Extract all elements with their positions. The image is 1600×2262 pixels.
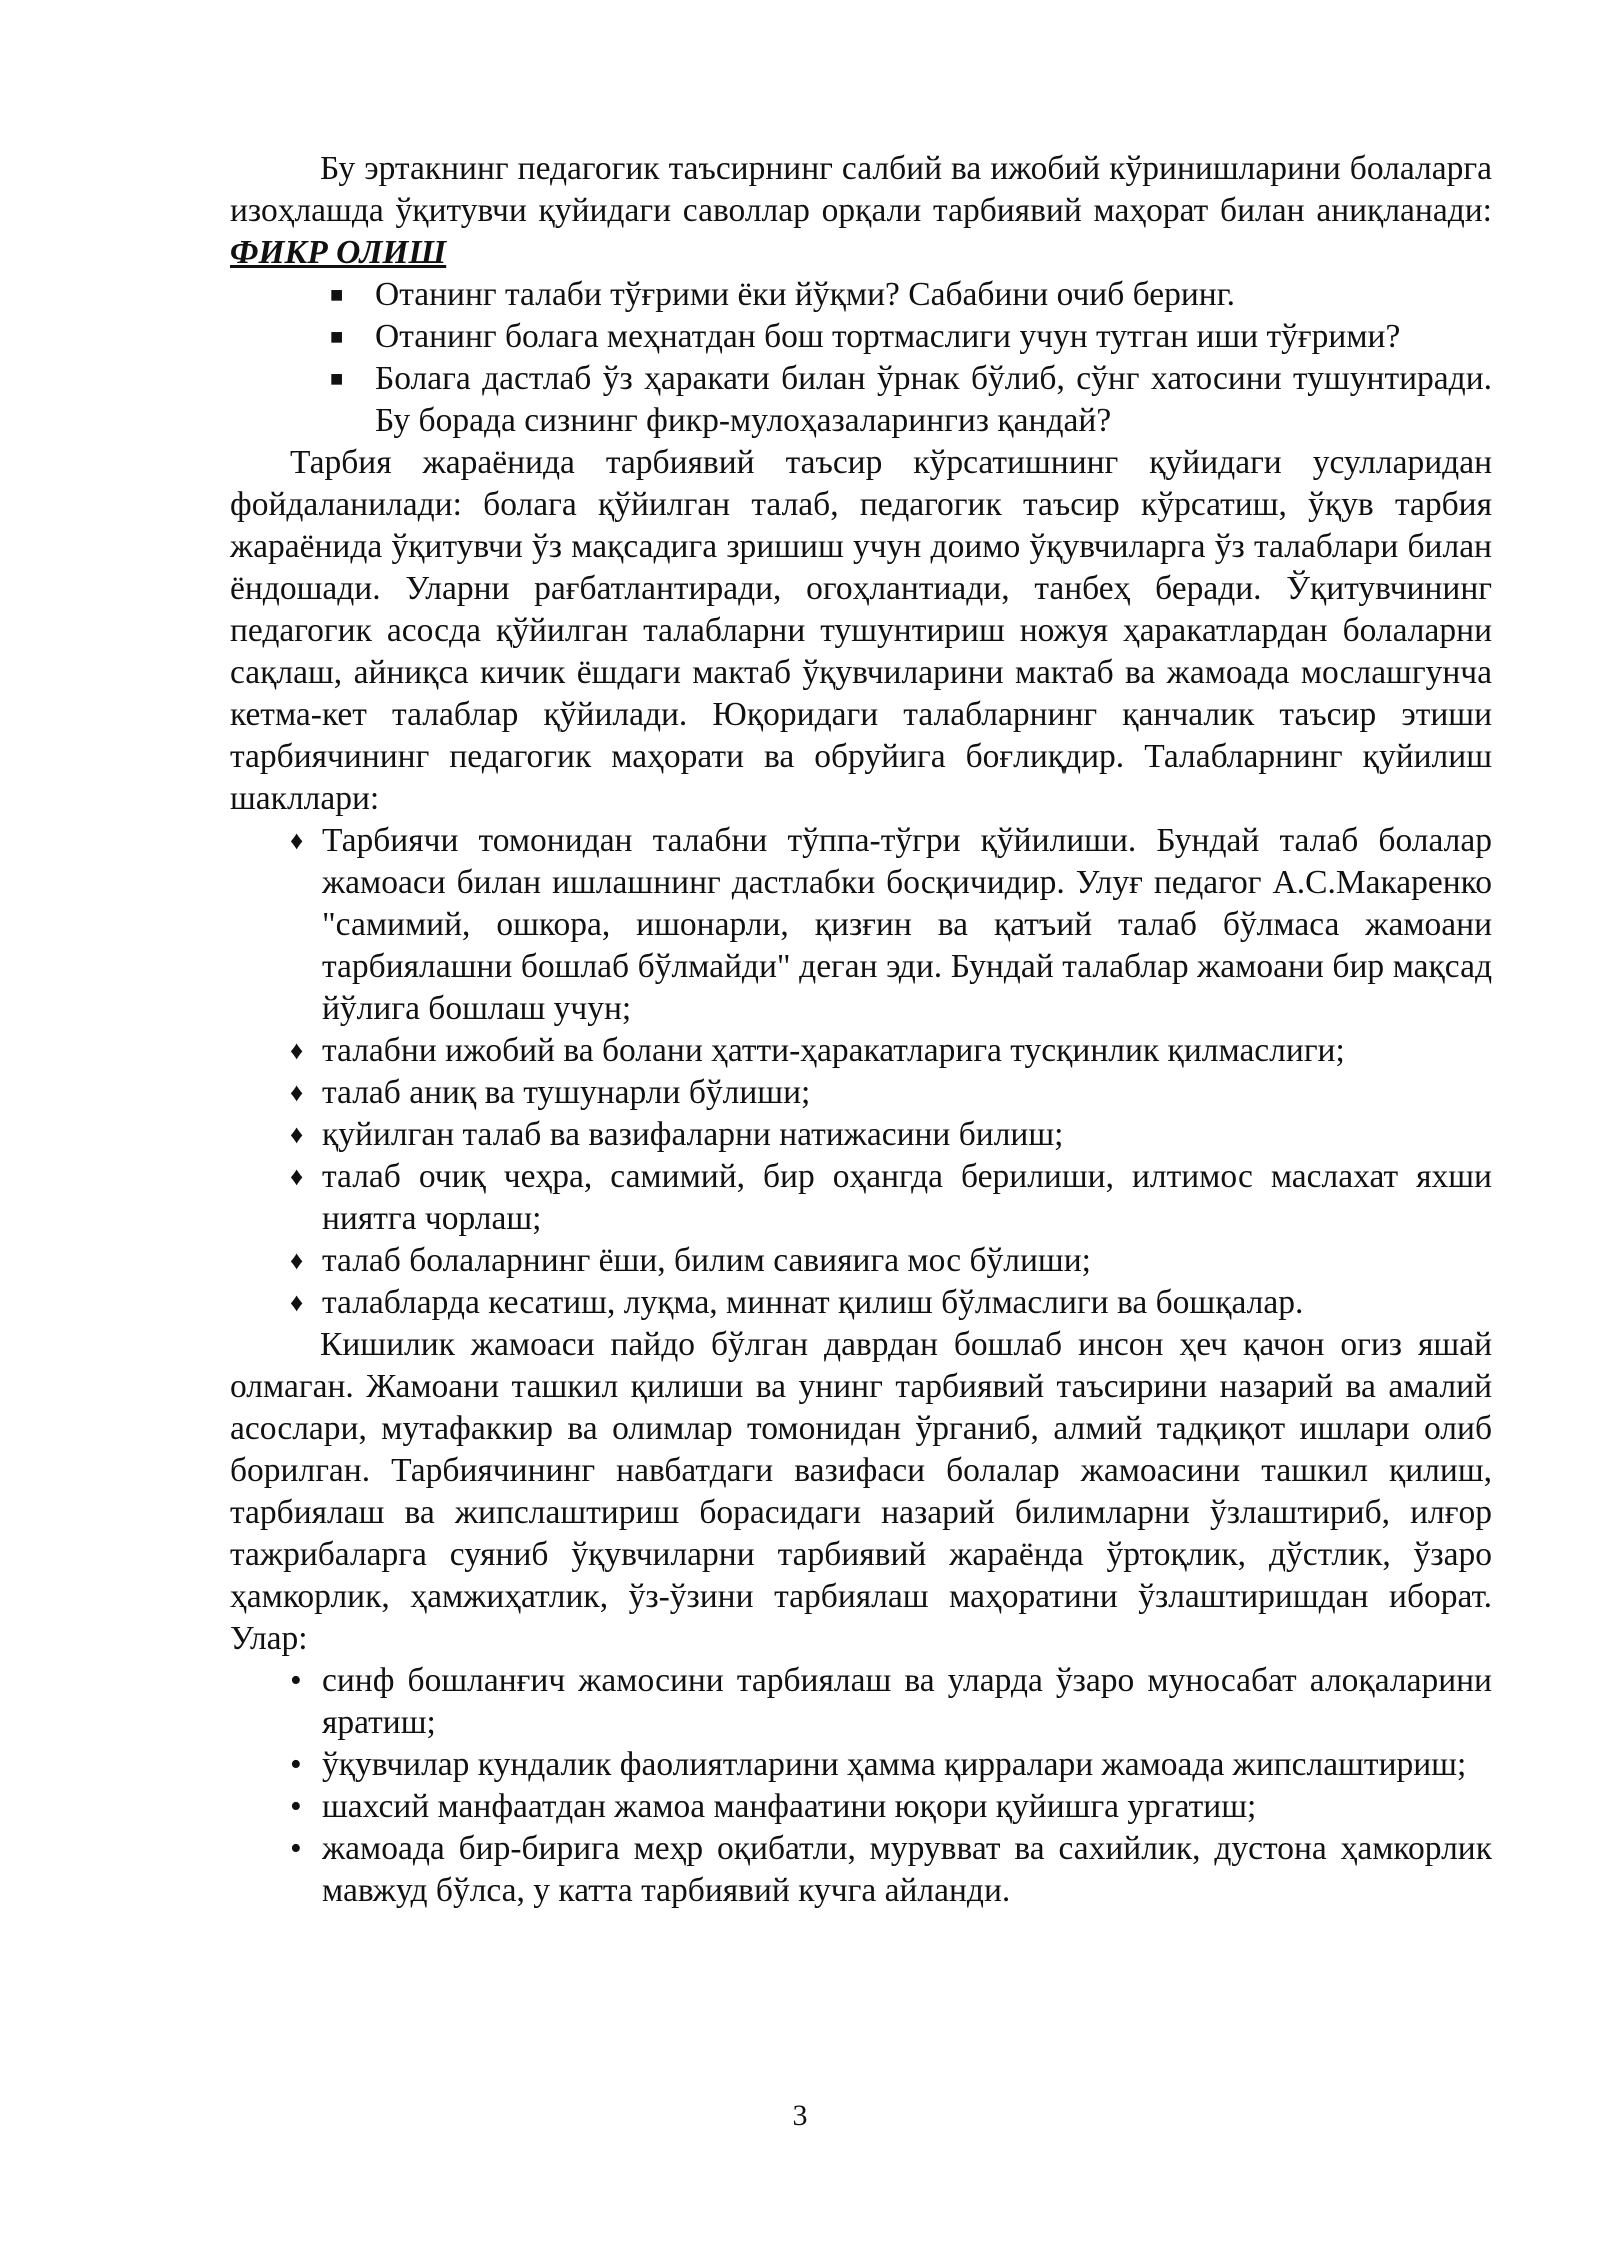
document-page	[230, 148, 1492, 1912]
square-bullet-icon: ■	[330, 282, 344, 307]
team-paragraph: Кишилик жамоаси пайдо бўлган даврдан бошлаб инсон ҳеч қачон огиз яшай олмаган. Жамоани ташкил қилиши ва унинг тарбиявий таъсирини назарий ва амалий асослари, мутафаккир ва олимлар томонидан ўрганиб, алмий тадқиқот ишлари олиб борилган. Тарбиячининг навбатдаги вазифаси болалар жамоасини ташкил қилиш, тарбиялаш ва жипслаштириш борасидаги назарий билимларни ўзлаштириб, илғор тажрибаларга суяниб ўқувчиларни тарбиявий жараёнда ўртоқлик, дўстлик, ўзаро ҳамкорлик, ҳамжиҳатлик, ўз-ўзини тарбиялаш маҳоратини ўзлаштиришдан иборат. Улар:	[230, 1326, 1492, 1657]
task-text: жамоада бир-бирига меҳр оқибатли, мурувват ва сахийлик, дустона ҳамкорлик мавжуд бўлса, у катта тарбиявий кучга айланди.	[322, 1830, 1492, 1909]
diamond-bullet-icon: ♦	[290, 1288, 304, 1317]
list-item	[230, 1072, 1492, 1114]
methods-paragraph: Тарбия жараёнида тарбиявий таъсир кўрсатишнинг қуйидаги усулларидан фойдаланилади: болага қўйилган талаб, педагогик таъсир кўрсатиш, ўқув тарбия жараёнида ўқитувчи ўз мақсадига зришиш учун доимо ўқувчиларга ўз талаблари билан ёндошади. Уларни рағбатлантиради, огоҳлантиади, танбеҳ беради. Ўқитувчининг педагогик асосда қўйилган талабларни тушунтириш ножуя ҳаракатлардан болаларни сақлаш, айниқса кичик ёшдаги мактаб ўқувчиларини мактаб ва жамоада мослашгунча кетма-кет талаблар қўйилади. Юқоридаги талабларнинг қанчалик таъсир этиши тарбиячининг педагогик маҳорати ва обруйига боғлиқдир. Талабларнинг қуйилиш шакллари:	[230, 444, 1492, 817]
page-number: 3	[792, 2099, 808, 2132]
list-item	[230, 820, 1492, 1030]
requirement-text: талаб болаларнинг ёши, билим савияига мос бўлиши;	[322, 1242, 1091, 1279]
list-item	[230, 1828, 1492, 1912]
list-item	[230, 358, 1492, 442]
list-item	[230, 1744, 1492, 1786]
intro-paragraph	[230, 148, 1492, 274]
questions-list	[230, 274, 1492, 442]
list-item	[230, 1240, 1492, 1282]
diamond-bullet-icon: ♦	[290, 1246, 304, 1275]
list-item	[230, 274, 1492, 316]
list-item	[230, 1282, 1492, 1324]
intro-text: Бу эртакнинг педагогик таъсирнинг салбий ва ижобий кўринишларини болаларга изоҳлашда ўқитувчи қуйидаги саволлар орқали тарбиявий маҳорат билан аниқланади:	[230, 150, 1492, 229]
list-item	[230, 1156, 1492, 1240]
question-text: Отанинг талаби тўғрими ёки йўқми? Сабабини очиб беринг.	[375, 276, 1236, 313]
fikr-olish-link[interactable]: ФИКР ОЛИШ	[230, 234, 447, 271]
list-item	[230, 1114, 1492, 1156]
dot-bullet-icon: •	[290, 1788, 302, 1825]
requirement-text: талабларда кесатиш, луқма, миннат қилиш бўлмаслиги ва бошқалар.	[322, 1284, 1304, 1321]
team-tasks-list	[230, 1660, 1492, 1912]
task-text: шахсий манфаатдан жамоа манфаатини юқори қуйишга ургатиш;	[322, 1788, 1257, 1825]
requirement-text: талаб очиқ чеҳра, самимий, бир оҳангда берилиши, илтимос маслахат яхши ниятга чорлаш;	[322, 1158, 1492, 1237]
diamond-bullet-icon: ♦	[290, 1078, 304, 1107]
list-item	[230, 1786, 1492, 1828]
dot-bullet-icon: •	[290, 1830, 302, 1867]
task-text: синф бошланғич жамосини тарбиялаш ва уларда ўзаро муносабат алоқаларини яратиш;	[322, 1662, 1492, 1741]
list-item	[230, 316, 1492, 358]
diamond-bullet-icon: ♦	[290, 826, 304, 855]
square-bullet-icon: ■	[330, 366, 344, 391]
question-text: Отанинг болага меҳнатдан бош тортмаслиги учун тутган иши тўғрими?	[375, 318, 1401, 355]
requirement-text: қуйилган талаб ва вазифаларни натижасини билиш;	[322, 1116, 1064, 1153]
diamond-bullet-icon: ♦	[290, 1162, 304, 1191]
requirement-text: талаб аниқ ва тушунарли бўлиши;	[322, 1074, 811, 1111]
requirement-text: талабни ижобий ва болани ҳатти-ҳаракатларига тусқинлик қилмаслиги;	[322, 1032, 1345, 1069]
diamond-bullet-icon: ♦	[290, 1036, 304, 1065]
task-text: ўқувчилар кундалик фаолиятларини ҳамма қирралари жамоада жипслаштириш;	[322, 1746, 1467, 1783]
requirement-forms-list	[230, 820, 1492, 1324]
dot-bullet-icon: •	[290, 1662, 302, 1699]
square-bullet-icon: ■	[330, 324, 344, 349]
dot-bullet-icon: •	[290, 1746, 302, 1783]
list-item	[230, 1030, 1492, 1072]
question-text: Болага дастлаб ўз ҳаракати билан ўрнак бўлиб, сўнг хатосини тушунтиради. Бу борада сизнинг фикр-мулоҳазаларингиз қандай?	[375, 360, 1492, 439]
requirement-text: Тарбиячи томонидан талабни тўппа-тўгри қўйилиши. Бундай талаб болалар жамоаси билан ишлашнинг дастлабки босқичидир. Улуғ педагог А.С.Макаренко "самимий, ошкора, ишонарли, қизғин ва қатъий талаб бўлмаса жамоани тарбиялашни бошлаб бўлмайди" деган эди. Бундай талаблар жамоани бир мақсад йўлига бошлаш учун;	[322, 822, 1492, 1027]
list-item	[230, 1660, 1492, 1744]
diamond-bullet-icon: ♦	[290, 1120, 304, 1149]
